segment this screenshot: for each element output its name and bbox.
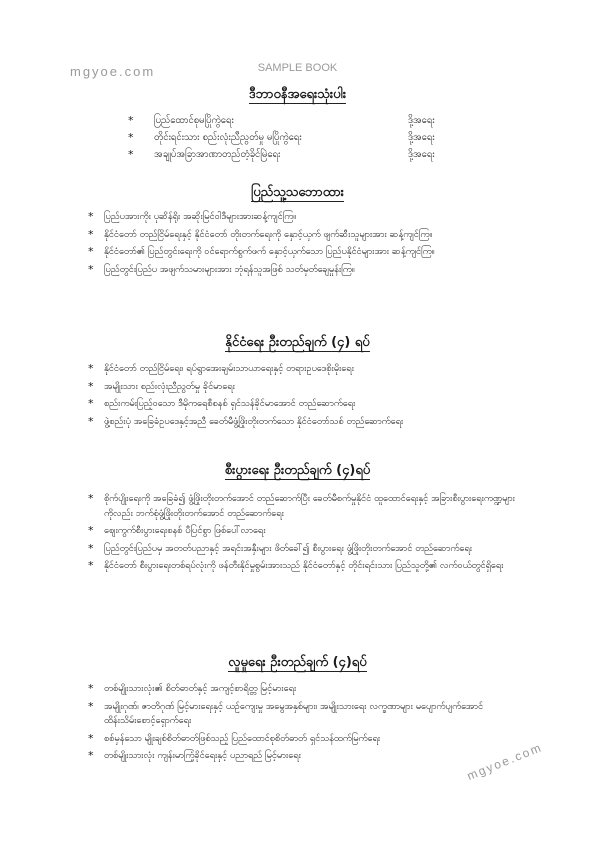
list-item: * နိုင်ငံတော်၏ ပြည်တွင်းရေးကို ဝင်ရောက်စွက်ဖက် နှောင့်ယှက်သော ပြည်ပနိုင်ငံများအား ဆန့်ကျင်ကြ။ <box>88 245 435 258</box>
list-item: * နိုင်ငံတော် စီးပွားရေးတစ်ရပ်လုံးကို ဖန်တီးနိုင်မှုစွမ်းအားသည် နိုင်ငံတော်နှင့် တိုင်းရင်းသား ပြည်သူတို့၏ လက်ဝယ်တွင်ရှိရေး <box>88 559 504 572</box>
star-bullet-icon: * <box>128 131 134 144</box>
list-item: * အမျိုးသား စည်းလုံးညီညွတ်မှု ခိုင်မာရေး <box>88 379 235 393</box>
star-bullet-icon: * <box>88 559 94 572</box>
star-bullet-icon: * <box>88 397 94 410</box>
star-bullet-icon: * <box>88 210 94 223</box>
list-item: * တစ်မျိုးသားလုံး၏ စိတ်ဓာတ်နှင့် အကျင့်စာရိတ္တ မြင့်မားရေး <box>88 682 297 695</box>
section-heading-peoples-desire: ပြည်သူ့သဘောထား <box>251 185 344 200</box>
star-bullet-icon: * <box>88 227 94 241</box>
star-bullet-icon: * <box>88 524 94 537</box>
star-bullet-icon: * <box>128 148 134 161</box>
list-item: * ဖွဲ့စည်းပုံ အခြေခံဥပဒေနှင့်အညီ ခေတ်မီဖွံ့ဖြိုးတိုးတက်သော နိုင်ငံတော်သစ် တည်ဆောက်ရေး <box>88 414 404 428</box>
list-item: * အချုပ်အခြာအာဏာတည်တံ့ခိုင်မြဲရေး ဒို့အရေး <box>128 148 435 161</box>
list-item: * ပြည်တွင်းပြည်ပ အဖျက်သမားများအား ဘုံရန်သူအဖြစ် သတ်မှတ်ချေမှုန်းကြ။ <box>88 262 355 276</box>
star-bullet-icon: * <box>88 731 94 745</box>
star-bullet-icon: * <box>88 682 94 695</box>
list-item: * စစ်မှန်သော မျိုးချစ်စိတ်ဓာတ်ဖြစ်သည့် ပြည်ထောင်စုစိတ်ဓာတ် ရှင်သန်ထက်မြက်ရေး <box>88 731 381 745</box>
section-heading-economic-objectives: စီးပွားရေး ဦးတည်ချက် (၄)ရပ် <box>224 463 371 478</box>
section-heading-political-objectives: နိုင်ငံရေး ဦးတည်ချက် (၄) ရပ် <box>225 335 370 350</box>
star-bullet-icon: * <box>88 414 94 428</box>
star-bullet-icon: * <box>88 245 94 258</box>
list-item: * နိုင်ငံတော် တည်ငြိမ်ရေး၊ ရပ်ရွာအေးချမ်းသာယာရေးနှင့် တရားဥပဒေစိုးမိုးရေး <box>88 362 354 375</box>
star-bullet-icon: * <box>88 379 94 393</box>
political-objectives-list <box>88 362 518 432</box>
list-item: * စည်းကမ်းပြည့်ဝသော ဒီမိုကရေစီစနစ် ရှင်သန်ခိုင်မာအောင် တည်ဆောက်ရေး <box>88 397 356 410</box>
economic-objectives-list <box>88 492 518 577</box>
list-item: * နိုင်ငံတော် တည်ငြိမ်ရေးနှင့် နိုင်ငံတော် တိုးတက်ရေးကို နှောင့်ယှက် ဖျက်ဆီးသူများအား ဆန့်ကျင်ကြ။ <box>88 227 433 241</box>
social-objectives-list <box>88 682 518 767</box>
star-bullet-icon: * <box>88 262 94 276</box>
list-item: * တစ်မျိုးသားလုံး ကျန်းမာကြံ့ခိုင်ရေးနှင့် ပညာရည် မြင့်မားရေး <box>88 749 301 762</box>
watermark-bottom: mgyoe.com <box>465 740 545 783</box>
list-item: * ပြည်တွင်းပြည်ပမှ အတတ်ပညာနှင့် အရင်းအနှီးများ ဖိတ်ခေါ်၍ စီးပွားရေး ဖွံ့ဖြိုးတိုးတက်အောင် တည်ဆောက်ရေး <box>88 541 472 555</box>
star-bullet-icon: * <box>88 749 94 762</box>
watermark-top: mgyoe.com <box>70 64 156 79</box>
list-item: * ပြည်ထောင်စုမပြိုကွဲရေး ဒို့အရေး <box>128 114 435 127</box>
list-item: * တိုင်းရင်းသား စည်းလုံးညီညွတ်မှု မပြိုကွဲရေး ဒို့အရေး <box>128 131 435 144</box>
star-bullet-icon: * <box>88 492 94 505</box>
star-bullet-icon: * <box>88 699 94 713</box>
list-item: * ပြည်ပအားကိုး ပုဆိန်ရိုး အဆိုးမြင်ဝါဒီများအားဆန့်ကျင်ကြ။ <box>88 210 297 223</box>
list-item: * အမျိုးဂုဏ်၊ ဇာတိဂုဏ် မြင့်မားရေးနှင့် ယဉ်ကျေးမှု အမွေအနှစ်များ၊ အမျိုးသားရေး လက္ခဏာများ မပျောက်ပျက်အောင် ထိန်းသိမ်းစောင့်ရှောက်ရေး <box>88 699 484 726</box>
star-bullet-icon: * <box>128 114 134 127</box>
star-bullet-icon: * <box>88 541 94 555</box>
national-causes-list <box>128 112 468 163</box>
sample-book-label: SAMPLE BOOK <box>257 62 338 74</box>
peoples-desire-list <box>88 210 518 280</box>
section-heading-national-causes: ဒီဘာဝနီအရေးသုံးပါး <box>248 87 347 102</box>
star-bullet-icon: * <box>88 362 94 375</box>
list-item: * စိုက်ပျိုးရေးကို အခြေခံ၍ ဖွံ့ဖြိုးတိုးတက်အောင် တည်ဆောက်ပြီး ခေတ်မီစက်မှုနိုင်ငံ ထူထောင်ရေးနှင့် အခြားစီးပွားရေးကဏ္ဍများကိုလည်း ဘက်စုံဖွံ့ဖြိုးတိုးတက်အောင် တည်ဆောက်ရေး <box>88 492 515 519</box>
section-heading-social-objectives: လူမှုရေး ဦးတည်ချက် (၄)ရပ် <box>228 655 367 670</box>
list-item: * ဈေးကွက်စီးပွားရေးစနစ် ပီပြင်စွာ ဖြစ်ပေါ်လာရေး <box>88 524 266 537</box>
